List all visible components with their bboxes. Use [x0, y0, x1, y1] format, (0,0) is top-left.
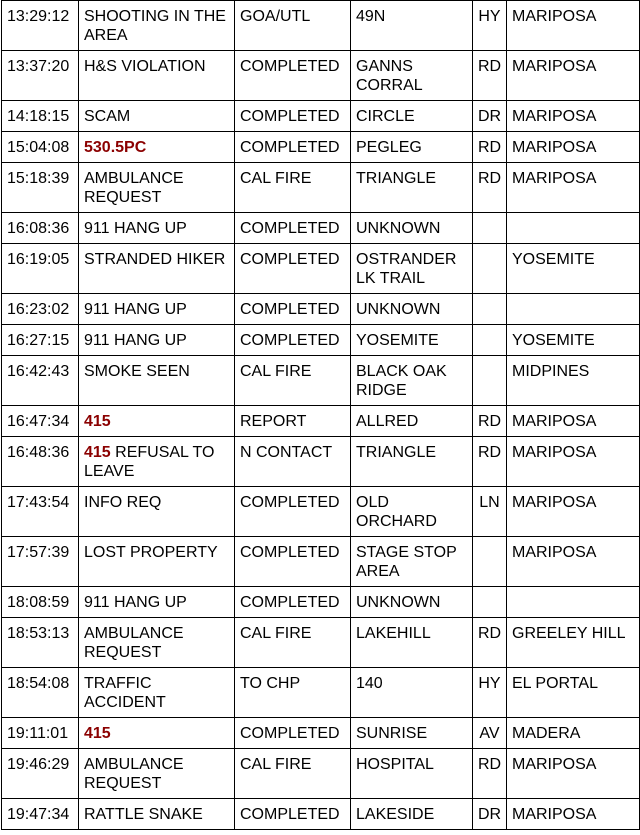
city-cell: MARIPOSA — [507, 51, 640, 101]
incident-cell — [79, 406, 235, 437]
time-cell: 16:08:36 — [2, 213, 79, 244]
city-cell: MARIPOSA — [507, 537, 640, 587]
time-cell: 16:19:05 — [2, 244, 79, 294]
incident-cell — [79, 618, 235, 668]
street-type-cell — [473, 294, 507, 325]
disposition-cell: COMPLETED — [235, 799, 351, 830]
city-cell: MARIPOSA — [507, 749, 640, 799]
penal-code-label: 530.5PC — [84, 139, 147, 156]
disposition-cell: TO CHP — [235, 668, 351, 718]
location-cell: HOSPITAL — [351, 749, 473, 799]
location-cell: STAGE STOP AREA — [351, 537, 473, 587]
location-cell: LAKEHILL — [351, 618, 473, 668]
time-cell: 16:23:02 — [2, 294, 79, 325]
incident-label: AMBULANCE REQUEST — [84, 625, 189, 661]
table-row — [2, 294, 640, 325]
time-cell: 14:18:15 — [2, 101, 79, 132]
table-row — [2, 1, 640, 51]
city-cell: GREELEY HILL — [507, 618, 640, 668]
street-type-cell: DR — [473, 799, 507, 830]
time-cell: 15:04:08 — [2, 132, 79, 163]
incident-label: REFUSAL TO LEAVE — [84, 444, 219, 480]
incident-label: 911 HANG UP — [84, 220, 187, 237]
disposition-cell: COMPLETED — [235, 101, 351, 132]
incident-label: 911 HANG UP — [84, 301, 187, 318]
disposition-cell: COMPLETED — [235, 587, 351, 618]
table-row — [2, 718, 640, 749]
incident-label: 911 HANG UP — [84, 332, 187, 349]
location-cell: 49N — [351, 1, 473, 51]
location-cell: BLACK OAK RIDGE — [351, 356, 473, 406]
disposition-cell: COMPLETED — [235, 718, 351, 749]
street-type-cell — [473, 213, 507, 244]
incident-cell — [79, 132, 235, 163]
disposition-cell: COMPLETED — [235, 325, 351, 356]
penal-code-label: 415 — [84, 444, 111, 461]
table-row — [2, 437, 640, 487]
incident-cell — [79, 749, 235, 799]
street-type-cell — [473, 325, 507, 356]
incident-cell — [79, 587, 235, 618]
disposition-cell: CAL FIRE — [235, 163, 351, 213]
incident-label: INFO REQ — [84, 494, 162, 511]
disposition-cell: COMPLETED — [235, 213, 351, 244]
incident-label: SCAM — [84, 108, 131, 125]
city-cell — [507, 294, 640, 325]
table-row — [2, 406, 640, 437]
table-row — [2, 51, 640, 101]
city-cell: MADERA — [507, 718, 640, 749]
table-row — [2, 132, 640, 163]
street-type-cell: RD — [473, 163, 507, 213]
incident-cell — [79, 101, 235, 132]
location-cell: TRIANGLE — [351, 163, 473, 213]
table-row — [2, 537, 640, 587]
disposition-cell: CAL FIRE — [235, 356, 351, 406]
table-row — [2, 213, 640, 244]
street-type-cell — [473, 356, 507, 406]
time-cell: 16:27:15 — [2, 325, 79, 356]
disposition-cell: N CONTACT — [235, 437, 351, 487]
location-cell: OSTRANDER LK TRAIL — [351, 244, 473, 294]
street-type-cell — [473, 244, 507, 294]
disposition-cell: GOA/UTL — [235, 1, 351, 51]
incident-cell — [79, 718, 235, 749]
time-cell: 18:08:59 — [2, 587, 79, 618]
street-type-cell: LN — [473, 487, 507, 537]
time-cell: 15:18:39 — [2, 163, 79, 213]
time-cell: 16:47:34 — [2, 406, 79, 437]
city-cell: MARIPOSA — [507, 487, 640, 537]
location-cell: YOSEMITE — [351, 325, 473, 356]
disposition-cell: COMPLETED — [235, 244, 351, 294]
street-type-cell: RD — [473, 749, 507, 799]
call-log-table — [1, 0, 640, 830]
location-cell: UNKNOWN — [351, 213, 473, 244]
incident-label: TRAFFIC ACCIDENT — [84, 675, 166, 711]
location-cell: LAKESIDE — [351, 799, 473, 830]
time-cell: 17:43:54 — [2, 487, 79, 537]
location-cell: UNKNOWN — [351, 587, 473, 618]
street-type-cell: AV — [473, 718, 507, 749]
table-row — [2, 244, 640, 294]
time-cell: 13:29:12 — [2, 1, 79, 51]
table-row — [2, 668, 640, 718]
incident-label: AMBULANCE REQUEST — [84, 170, 189, 206]
penal-code-label: 415 — [84, 725, 111, 742]
incident-label: LOST PROPERTY — [84, 544, 218, 561]
incident-cell — [79, 487, 235, 537]
city-cell: YOSEMITE — [507, 325, 640, 356]
city-cell: MARIPOSA — [507, 132, 640, 163]
incident-label: 911 HANG UP — [84, 594, 187, 611]
incident-cell — [79, 799, 235, 830]
time-cell: 13:37:20 — [2, 51, 79, 101]
incident-label: SHOOTING IN THE AREA — [84, 8, 230, 44]
location-cell: CIRCLE — [351, 101, 473, 132]
city-cell: YOSEMITE — [507, 244, 640, 294]
street-type-cell: RD — [473, 132, 507, 163]
incident-cell — [79, 244, 235, 294]
street-type-cell: HY — [473, 668, 507, 718]
time-cell: 18:54:08 — [2, 668, 79, 718]
incident-label: STRANDED HIKER — [84, 251, 226, 268]
incident-cell — [79, 163, 235, 213]
disposition-cell: CAL FIRE — [235, 618, 351, 668]
street-type-cell: RD — [473, 51, 507, 101]
disposition-cell: COMPLETED — [235, 132, 351, 163]
location-cell: ALLRED — [351, 406, 473, 437]
time-cell: 19:11:01 — [2, 718, 79, 749]
city-cell: MARIPOSA — [507, 163, 640, 213]
incident-cell — [79, 668, 235, 718]
table-row — [2, 487, 640, 537]
city-cell — [507, 587, 640, 618]
call-log-body — [2, 1, 640, 830]
incident-cell — [79, 325, 235, 356]
table-row — [2, 163, 640, 213]
location-cell: SUNRISE — [351, 718, 473, 749]
disposition-cell: REPORT — [235, 406, 351, 437]
time-cell: 16:42:43 — [2, 356, 79, 406]
disposition-cell: CAL FIRE — [235, 749, 351, 799]
time-cell: 16:48:36 — [2, 437, 79, 487]
penal-code-label: 415 — [84, 413, 111, 430]
city-cell: EL PORTAL — [507, 668, 640, 718]
disposition-cell: COMPLETED — [235, 537, 351, 587]
location-cell: 140 — [351, 668, 473, 718]
street-type-cell: DR — [473, 101, 507, 132]
time-cell: 19:46:29 — [2, 749, 79, 799]
location-cell: PEGLEG — [351, 132, 473, 163]
incident-label: H&S VIOLATION — [84, 58, 206, 75]
incident-cell — [79, 51, 235, 101]
disposition-cell: COMPLETED — [235, 487, 351, 537]
street-type-cell — [473, 537, 507, 587]
city-cell: MARIPOSA — [507, 1, 640, 51]
incident-cell — [79, 356, 235, 406]
location-cell: TRIANGLE — [351, 437, 473, 487]
incident-cell — [79, 1, 235, 51]
disposition-cell: COMPLETED — [235, 294, 351, 325]
city-cell — [507, 213, 640, 244]
city-cell: MIDPINES — [507, 356, 640, 406]
table-row — [2, 101, 640, 132]
street-type-cell: RD — [473, 437, 507, 487]
incident-label: AMBULANCE REQUEST — [84, 756, 189, 792]
disposition-cell: COMPLETED — [235, 51, 351, 101]
street-type-cell: HY — [473, 1, 507, 51]
table-row — [2, 587, 640, 618]
street-type-cell — [473, 587, 507, 618]
table-row — [2, 799, 640, 830]
city-cell: MARIPOSA — [507, 799, 640, 830]
incident-label: SMOKE SEEN — [84, 363, 190, 380]
table-row — [2, 356, 640, 406]
incident-label: RATTLE SNAKE — [84, 806, 203, 823]
incident-cell — [79, 437, 235, 487]
street-type-cell: RD — [473, 406, 507, 437]
table-row — [2, 325, 640, 356]
time-cell: 18:53:13 — [2, 618, 79, 668]
incident-cell — [79, 294, 235, 325]
street-type-cell: RD — [473, 618, 507, 668]
location-cell: UNKNOWN — [351, 294, 473, 325]
city-cell: MARIPOSA — [507, 437, 640, 487]
incident-cell — [79, 537, 235, 587]
table-row — [2, 749, 640, 799]
time-cell: 17:57:39 — [2, 537, 79, 587]
table-row — [2, 618, 640, 668]
city-cell: MARIPOSA — [507, 101, 640, 132]
time-cell: 19:47:34 — [2, 799, 79, 830]
city-cell: MARIPOSA — [507, 406, 640, 437]
incident-cell — [79, 213, 235, 244]
location-cell: GANNS CORRAL — [351, 51, 473, 101]
location-cell: OLD ORCHARD — [351, 487, 473, 537]
